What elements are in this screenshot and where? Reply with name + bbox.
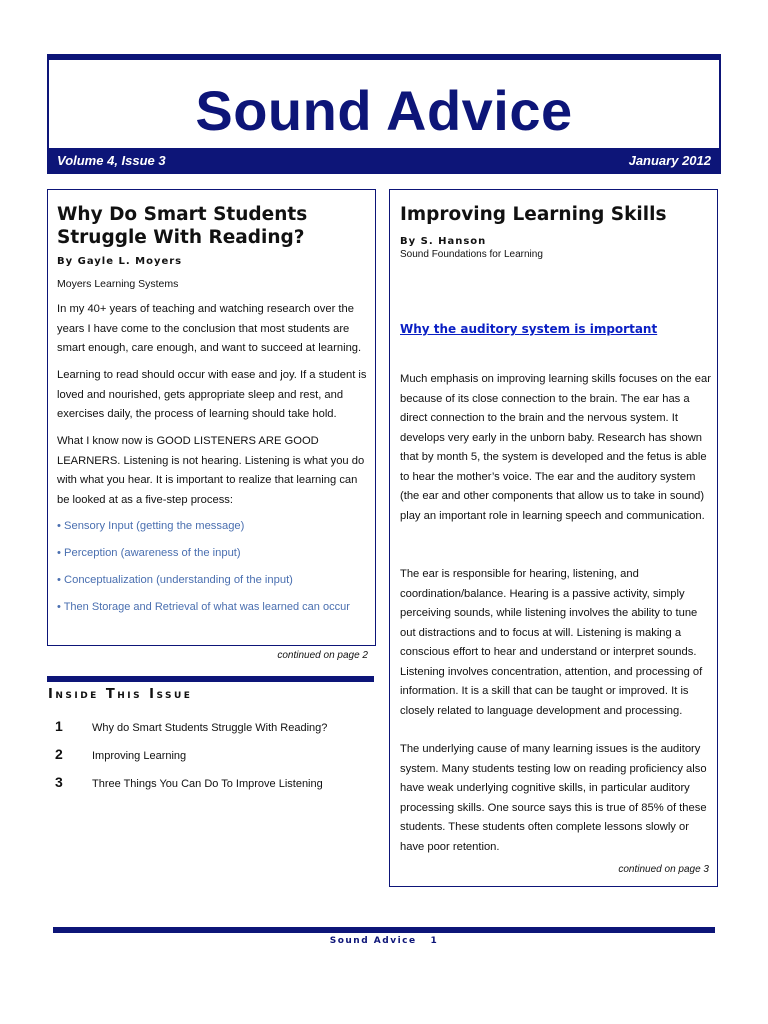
article-right-paragraph: The underlying cause of many learning issues is the auditory system. Many students testing low on reading proficiency also have weak underlying cognitive skills, in particular auditory processing skills. One source says this is true of 85% of these students. These students often complete lessons slowly or have poor retention. bbox=[400, 743, 707, 853]
toc-item-title: Improving Learning bbox=[92, 750, 187, 762]
toc-item-title: Why do Smart Students Struggle With Reading? bbox=[92, 722, 328, 734]
article-right bbox=[389, 189, 718, 887]
newsletter-title: Sound Advice bbox=[195, 79, 573, 142]
inside-issue-title: Inside This Issue bbox=[48, 687, 193, 702]
article-right-paragraph: The ear is responsible for hearing, listening, and coordination/balance. Hearing is a passive activity, simply perceiving sounds, while listening involves the ability to tune out distractions and to focus at will. Listening is making a conscious effort to hear and understand or interpret sounds. Listening involves concentration, attention, and processing of information. It is a skill that can be taught or improved. It is closely related to language development and processing. bbox=[400, 568, 703, 717]
masthead bbox=[47, 54, 721, 174]
toc-item-title: Three Things You Can Do To Improve Listening bbox=[92, 778, 323, 790]
article-right-paragraph: Much emphasis on improving learning skills focuses on the ear because of its close connection to the brain. The ear has a direct connection to the brain and the nervous system. It develops very early in the unborn baby. Research has shown that by month 5, the system is developed and the fetus is able to hear the mother’s voice. The ear and the auditory system (the ear and other components that allow us to take in sound) play an important role in learning speech and communication. bbox=[400, 373, 711, 522]
article-left-paragraph: Learning to read should occur with ease and joy. If a student is loved and nourished, gets appropriate sleep and rest, and exercises daily, the process of learning should take hold. bbox=[57, 369, 367, 420]
article-left-paragraph: What I know now is GOOD LISTENERS ARE GOOD LEARNERS. Listening is not hearing. Listening is what you do with what you hear. It is important to realize that learning can be looked at as a five-step process: bbox=[57, 435, 365, 506]
process-step-item: • Sensory Input (getting the message) bbox=[57, 520, 245, 532]
issue-date: January 2012 bbox=[628, 152, 711, 168]
article-right-continued: continued on page 3 bbox=[618, 864, 709, 875]
toc-item bbox=[55, 746, 375, 774]
toc-item-number: 1 bbox=[55, 718, 63, 734]
process-step-item: • Perception (awareness of the input) bbox=[57, 547, 241, 559]
article-right-organization: Sound Foundations for Learning bbox=[400, 249, 543, 260]
article-left bbox=[47, 189, 376, 646]
toc-item bbox=[55, 774, 375, 802]
toc-item bbox=[55, 718, 375, 746]
article-left-organization: Moyers Learning Systems bbox=[57, 278, 179, 290]
volume-issue: Volume 4, Issue 3 bbox=[57, 152, 166, 168]
article-right-headline: Improving Learning Skills bbox=[400, 204, 667, 225]
toc-item-number: 3 bbox=[55, 774, 63, 790]
article-right-subheading: Why the auditory system is important bbox=[400, 322, 658, 336]
inside-issue-rule bbox=[47, 676, 374, 682]
page-footer: Sound Advice 1 bbox=[329, 936, 439, 946]
process-step-item: • Conceptualization (understanding of the input) bbox=[57, 574, 293, 586]
article-right-byline: By S. Hanson bbox=[400, 236, 487, 247]
article-left-byline: By Gayle L. Moyers bbox=[57, 256, 183, 267]
article-left-headline: Why Do Smart Students Struggle With Reading? bbox=[57, 204, 308, 248]
process-step-item: • Then Storage and Retrieval of what was learned can occur bbox=[57, 601, 350, 613]
footer-rule bbox=[53, 927, 715, 933]
toc-item-number: 2 bbox=[55, 746, 63, 762]
issue-bar bbox=[49, 148, 719, 172]
table-of-contents bbox=[55, 718, 375, 802]
article-left-continued: continued on page 2 bbox=[277, 650, 368, 661]
article-left-paragraph: In my 40+ years of teaching and watching research over the years I have come to the conclusion that most students are smart enough, care enough, and want to succeed at learning. bbox=[57, 303, 362, 354]
